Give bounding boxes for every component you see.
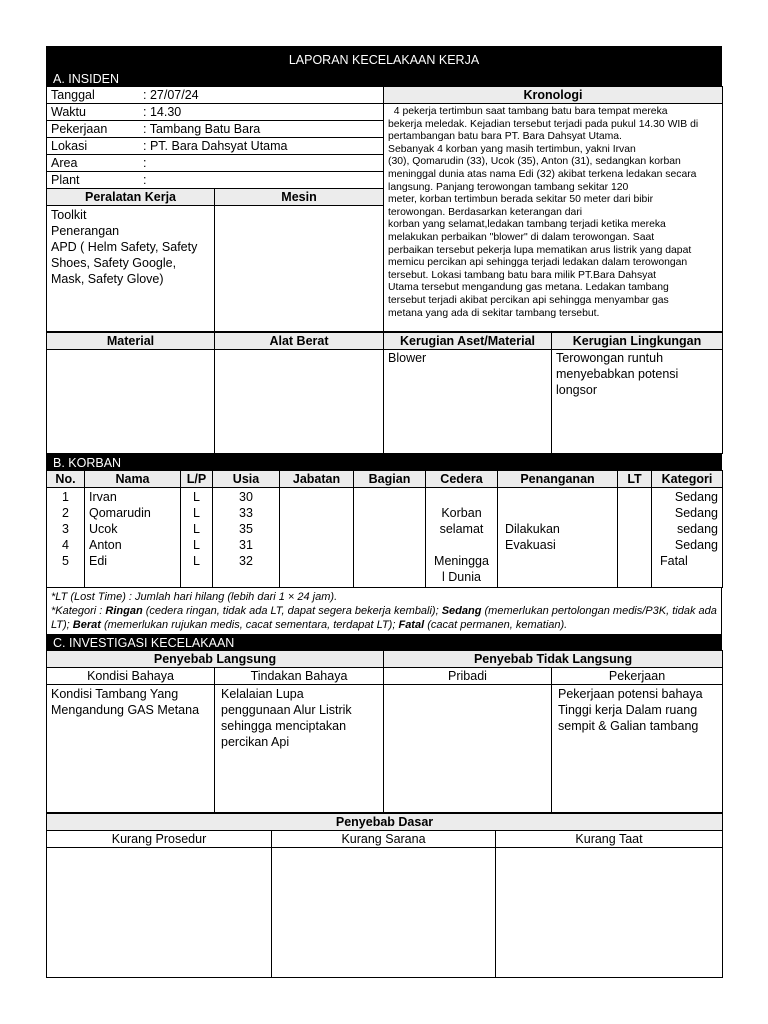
kurang-prosedur-value [47, 848, 272, 978]
kronologi-line: meter, korban tertimbun berada sekitar 50 meter dari bibir [388, 194, 654, 206]
field-value: : [143, 173, 147, 187]
col-bagian: Bagian [354, 471, 426, 488]
bagian-cell [354, 488, 426, 588]
kerugian-lingkungan-value [552, 350, 723, 454]
kategori-line: Sedang [674, 538, 718, 552]
usia-cell [213, 488, 280, 588]
cedera-cell [426, 488, 498, 588]
field-value: : 14.30 [143, 105, 182, 119]
col-kategori: Kategori [652, 471, 723, 488]
basic-cause-table [46, 813, 723, 978]
note-kategori [51, 604, 717, 632]
alat-berat-value [215, 350, 384, 454]
col-jabatan: Jabatan [280, 471, 354, 488]
kerugian-aset-value: Blower [384, 350, 552, 454]
kurang-sarana-header: Kurang Sarana [272, 831, 496, 848]
kerugian-aset-header: Kerugian Aset/Material [384, 333, 552, 350]
kategori-cell [652, 488, 723, 588]
field-area [47, 155, 384, 172]
incident-info-table [46, 86, 723, 332]
kat-berat-desc: (memerlukan rujukan medis, cacat sementara, terdapat LT); [100, 619, 399, 631]
row-number: 2 [62, 506, 69, 520]
jabatan-cell [280, 488, 354, 588]
field-value: : Tambang Batu Bara [143, 122, 261, 136]
col-usia: Usia [213, 471, 280, 488]
lingkungan-line: longsor [556, 383, 597, 397]
kurang-taat-value [496, 848, 723, 978]
kronologi-line: Sebanyak 4 korban yang masih tertimbun, yakni Irvan [388, 143, 636, 155]
row-number: 1 [62, 490, 69, 504]
pekerjaan-line: Tinggi kerja Dalam ruang [558, 703, 698, 717]
tindakan-line: sehingga menciptakan [221, 719, 347, 733]
kronologi-line: Utama tersebut mengandung gas metana. Ledakan tambang [388, 282, 669, 294]
field-tanggal [47, 87, 384, 104]
accident-report-form [46, 46, 722, 978]
victim-age: 31 [239, 538, 253, 552]
cedera-line: l Dunia [442, 570, 481, 584]
kronologi-line: tersebut. Lokasi tambang batu bara milik PT.Bara Dahsyat [388, 269, 656, 281]
row-number: 4 [62, 538, 69, 552]
kronologi-line: perbaikan tersebut pekerja lupa mematikan arus listrik yang dapat [388, 244, 692, 256]
field-value: : 27/07/24 [143, 88, 199, 102]
kronologi-line: korban yang selamat,ledakan tambang terjadi ketika mereka [388, 219, 666, 231]
penanganan-cell [498, 488, 618, 588]
kronologi-line: (30), Qomarudin (33), Ucok (35), Anton (31), sedangkan korban [388, 156, 681, 168]
kat-sedang-desc: (memerlukan pertolongan medis/P3K, tidak ada LT); [51, 605, 717, 631]
pekerjaan-value [552, 685, 723, 813]
peralatan-line: Shoes, Safety Google, [51, 256, 177, 270]
peralatan-line: Toolkit [51, 208, 87, 222]
kategori-line: sedang [676, 522, 718, 536]
penanganan-line [505, 505, 613, 521]
victim-name: Qomarudin [89, 506, 151, 520]
victim-age: 33 [239, 506, 253, 520]
field-label: Plant [51, 173, 80, 187]
lt-cell [618, 488, 652, 588]
field-lokasi [47, 138, 384, 155]
kat-ringan-desc: (cedera ringan, tidak ada LT, dapat segera bekerja kembali); [142, 605, 442, 617]
cedera-line: Korban [441, 506, 482, 520]
field-value: : [143, 156, 147, 170]
pekerjaan-line: Pekerjaan potensi bahaya [558, 687, 703, 701]
field-label: Lokasi [51, 139, 88, 153]
peralatan-line: Mask, Safety Glove) [51, 272, 164, 286]
col-nama: Nama [85, 471, 181, 488]
penyebab-langsung-header: Penyebab Langsung [47, 651, 384, 668]
pekerjaan-header: Pekerjaan [552, 668, 723, 685]
row-number: 5 [62, 554, 69, 568]
tindakan-bahaya-value [215, 685, 384, 813]
cedera-line: selamat [439, 522, 484, 536]
victim-gender: L [193, 490, 200, 504]
field-plant [47, 172, 384, 189]
tindakan-line: Kelalaian Lupa [221, 687, 304, 701]
tindakan-line: percikan Api [221, 735, 290, 749]
row-number: 3 [62, 522, 69, 536]
kat-sedang: Sedang [441, 605, 482, 617]
victim-gender: L [193, 506, 200, 520]
kurang-prosedur-header: Kurang Prosedur [47, 831, 272, 848]
penanganan-line: Evakuasi [505, 538, 556, 552]
peralatan-value [47, 206, 215, 332]
col-cedera: Cedera [426, 471, 498, 488]
alat-berat-header: Alat Berat [215, 333, 384, 350]
section-c-heading: C. INVESTIGASI KECELAKAAN [46, 634, 722, 650]
mesin-header: Mesin [215, 189, 384, 206]
material-header: Material [47, 333, 215, 350]
victim-gender: L [193, 554, 200, 568]
victim-gender: L [193, 522, 200, 536]
section-b-heading: B. KORBAN [46, 454, 722, 470]
victim-gender: L [193, 538, 200, 552]
cedera-line [430, 537, 493, 553]
pekerjaan-line: sempit & Galian tambang [558, 719, 699, 733]
pribadi-value [384, 685, 552, 813]
victim-name: Edi [89, 554, 108, 568]
nama-cell [85, 488, 181, 588]
tindakan-bahaya-header: Tindakan Bahaya [215, 668, 384, 685]
field-value: : PT. Bara Dahsyat Utama [143, 139, 288, 153]
note-lt: *LT (Lost Time) : Jumlah hari hilang (lebih dari 1 × 24 jam). [51, 591, 338, 603]
col-lp: L/P [181, 471, 213, 488]
field-label: Waktu [51, 105, 86, 119]
kronologi-line: metana yang ada di sekitar tambang tersebut. [388, 307, 600, 319]
kronologi-line: melakukan perbaikan "blower" di dalam terowongan. Saat [388, 231, 655, 243]
kategori-line: Sedang [674, 490, 718, 504]
penyebab-tidak-langsung-header: Penyebab Tidak Langsung [384, 651, 723, 668]
victims-table [46, 470, 723, 588]
kronologi-text [384, 104, 723, 332]
cedera-line [430, 489, 493, 505]
lp-cell [181, 488, 213, 588]
cedera-line: Meningga [434, 554, 489, 568]
lingkungan-line: menyebabkan potensi [556, 367, 679, 381]
field-pekerjaan [47, 121, 384, 138]
field-label: Area [51, 156, 78, 170]
material-value [47, 350, 215, 454]
note-kategori-prefix: *Kategori : [51, 605, 106, 617]
penanganan-line [505, 489, 613, 505]
victim-age: 32 [239, 554, 253, 568]
kondisi-bahaya-value [47, 685, 215, 813]
kondisi-line: Mengandung GAS Metana [51, 703, 200, 717]
kronologi-line: meninggal dunia atas nama Edi (32) akibat terkena ledakan secara [388, 168, 697, 180]
col-lt: LT [618, 471, 652, 488]
peralatan-header: Peralatan Kerja [47, 189, 215, 206]
kat-fatal-desc: (cacat permanen, kematian). [424, 619, 568, 631]
kronologi-line: pertambangan batu bara PT. Bara Dahsyat Utama. [388, 131, 622, 143]
kronologi-line: langsung. Panjang terowongan tambang sekitar 120 [388, 181, 629, 193]
kurang-taat-header: Kurang Taat [496, 831, 723, 848]
kurang-sarana-value [272, 848, 496, 978]
no-cell [47, 488, 85, 588]
victim-name: Anton [89, 538, 122, 552]
victim-name: Ucok [89, 522, 118, 536]
col-no: No. [47, 471, 85, 488]
report-title: LAPORAN KECELAKAAN KERJA [46, 46, 722, 70]
peralatan-line: APD ( Helm Safety, Safety [51, 240, 198, 254]
victim-age: 30 [239, 490, 253, 504]
kondisi-line: Kondisi Tambang Yang [51, 687, 179, 701]
victim-age: 35 [239, 522, 253, 536]
pribadi-header: Pribadi [384, 668, 552, 685]
victim-name: Irvan [89, 490, 117, 504]
kronologi-line: bekerja meledak. Kejadian tersebut terjadi pada pukul 14.30 WIB di [388, 118, 699, 130]
section-a-heading: A. INSIDEN [46, 70, 722, 86]
field-label: Pekerjaan [51, 122, 108, 136]
kategori-line: Fatal [660, 554, 688, 568]
peralatan-line: Penerangan [51, 224, 120, 238]
investigation-table [46, 650, 723, 813]
victim-notes [46, 588, 722, 634]
kronologi-line: memicu percikan api sehingga terjadi ledakan dalam terowongan [388, 257, 688, 269]
kat-berat: Berat [72, 619, 101, 631]
field-waktu [47, 104, 384, 121]
kat-ringan: Ringan [105, 605, 143, 617]
kronologi-line: terowongan. Berdasarkan keterangan dari [388, 206, 583, 218]
penyebab-dasar-header: Penyebab Dasar [47, 814, 723, 831]
mesin-value [215, 206, 384, 332]
kronologi-line: 4 pekerja tertimbun saat tambang batu bara tempat mereka [388, 106, 668, 117]
field-label: Tanggal [51, 88, 95, 102]
lingkungan-line: Terowongan runtuh [556, 351, 664, 365]
kronologi-line: tersebut terjadi akibat percikan api sehingga menyambar gas [388, 294, 669, 306]
kondisi-bahaya-header: Kondisi Bahaya [47, 668, 215, 685]
penanganan-line: Dilakukan [505, 522, 560, 536]
tindakan-line: penggunaan Alur Listrik [221, 703, 352, 717]
kategori-line: Sedang [674, 506, 718, 520]
col-penanganan: Penanganan [498, 471, 618, 488]
kerugian-lingkungan-header: Kerugian Lingkungan [552, 333, 723, 350]
losses-table [46, 332, 723, 454]
kat-fatal: Fatal [398, 619, 425, 631]
kronologi-header: Kronologi [384, 87, 723, 104]
